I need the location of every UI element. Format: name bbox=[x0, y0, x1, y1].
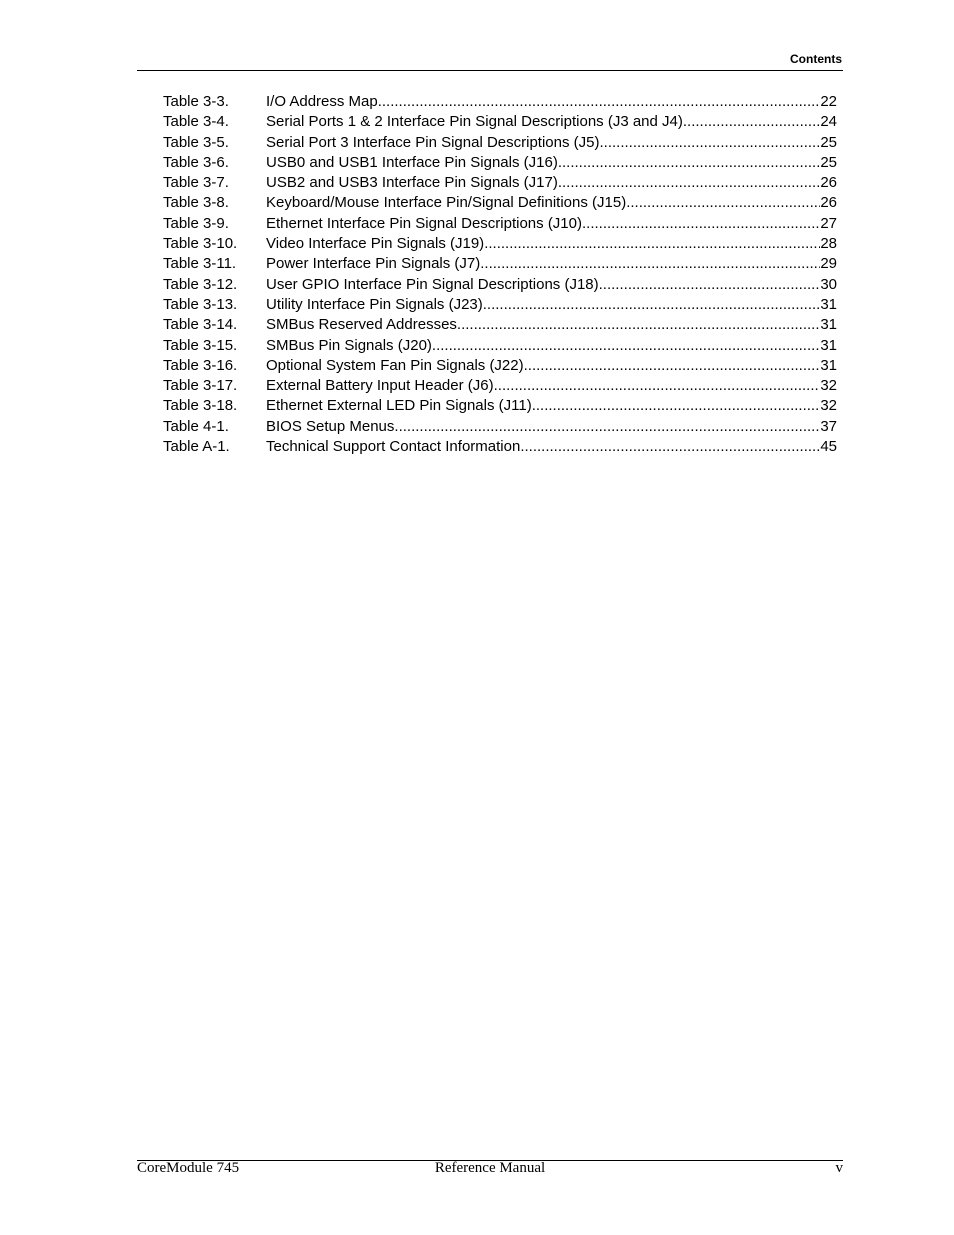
toc-table-title: Optional System Fan Pin Signals (J22) bbox=[266, 356, 524, 374]
toc-entry[interactable] bbox=[163, 336, 837, 356]
page-footer bbox=[137, 1160, 843, 1180]
toc-entry[interactable] bbox=[163, 376, 837, 396]
toc-table-title: I/O Address Map bbox=[266, 93, 378, 110]
toc-table-number: Table 3-3. bbox=[163, 93, 229, 110]
toc-table-number: Table 3-13. bbox=[163, 295, 238, 313]
toc-entry[interactable] bbox=[163, 295, 837, 315]
toc-table-title: USB2 and USB3 Interface Pin Signals (J17) bbox=[266, 174, 558, 192]
toc-table-number: Table 3-15. bbox=[163, 336, 238, 354]
toc-dot-leader bbox=[394, 417, 820, 437]
toc-dot-leader bbox=[582, 214, 820, 234]
toc-table-title: USB0 and USB1 Interface Pin Signals (J16) bbox=[266, 153, 558, 171]
page-header-title: Contents bbox=[790, 52, 842, 66]
toc-table-title: SMBus Reserved Addresses bbox=[266, 316, 457, 334]
toc-dot-leader bbox=[532, 396, 821, 416]
toc-table-number: Table 3-10. bbox=[163, 235, 238, 253]
footer-product-name: CoreModule 745 bbox=[137, 1160, 240, 1176]
toc-entry[interactable] bbox=[163, 417, 837, 437]
toc-entry[interactable] bbox=[163, 193, 837, 213]
list-of-tables bbox=[163, 92, 837, 457]
toc-dot-leader bbox=[432, 336, 820, 356]
toc-page-number: 26 bbox=[820, 174, 837, 192]
toc-table-title: BIOS Setup Menus bbox=[266, 417, 395, 435]
toc-page-number: 31 bbox=[820, 356, 837, 374]
toc-table-title: Ethernet Interface Pin Signal Descriptions (J10) bbox=[266, 214, 582, 232]
toc-table-title: Technical Support Contact Information bbox=[266, 438, 521, 456]
toc-entry[interactable] bbox=[163, 214, 837, 234]
toc-page-number: 45 bbox=[820, 438, 837, 456]
toc-table-title: External Battery Input Header (J6) bbox=[266, 377, 494, 395]
toc-dot-leader bbox=[626, 193, 820, 213]
toc-page-number: 31 bbox=[820, 295, 837, 313]
toc-dot-leader bbox=[483, 295, 821, 315]
toc-entry[interactable] bbox=[163, 356, 837, 376]
toc-table-number: Table 3-5. bbox=[163, 133, 229, 151]
toc-dot-leader bbox=[480, 254, 820, 274]
toc-entry[interactable] bbox=[163, 153, 837, 173]
toc-page-number: 22 bbox=[820, 93, 837, 110]
toc-page-number: 27 bbox=[820, 214, 837, 232]
footer-document-title: Reference Manual bbox=[434, 1160, 546, 1176]
toc-page-number: 29 bbox=[820, 255, 837, 273]
toc-table-title: Serial Port 3 Interface Pin Signal Descriptions (J5) bbox=[266, 133, 600, 151]
toc-table-number: Table A-1. bbox=[163, 438, 230, 456]
toc-table-number: Table 3-9. bbox=[163, 214, 229, 232]
toc-page-number: 31 bbox=[820, 336, 837, 354]
toc-dot-leader bbox=[457, 315, 820, 335]
header-divider bbox=[137, 70, 843, 71]
toc-table-number: Table 3-18. bbox=[163, 397, 238, 415]
toc-dot-leader bbox=[683, 112, 820, 132]
toc-page-number: 31 bbox=[820, 316, 837, 334]
toc-page-number: 37 bbox=[820, 417, 837, 435]
toc-table-title: Keyboard/Mouse Interface Pin/Signal Definitions (J15) bbox=[266, 194, 627, 212]
toc-table-title: Video Interface Pin Signals (J19) bbox=[266, 235, 485, 253]
toc-table-number: Table 4-1. bbox=[163, 417, 229, 435]
toc-table-number: Table 3-8. bbox=[163, 194, 229, 212]
toc-entry[interactable] bbox=[163, 396, 837, 416]
footer-page-number: v bbox=[835, 1160, 843, 1176]
toc-entry[interactable] bbox=[163, 112, 837, 132]
toc-table-number: Table 3-4. bbox=[163, 113, 229, 131]
toc-table-title: User GPIO Interface Pin Signal Descriptions (J18) bbox=[266, 275, 599, 293]
toc-entry[interactable] bbox=[163, 315, 837, 335]
toc-table-number: Table 3-7. bbox=[163, 174, 229, 192]
toc-page-number: 24 bbox=[820, 113, 837, 131]
toc-table-number: Table 3-14. bbox=[163, 316, 238, 334]
toc-entry[interactable] bbox=[163, 275, 837, 295]
toc-table-number: Table 3-12. bbox=[163, 275, 238, 293]
toc-page-number: 32 bbox=[820, 397, 837, 415]
toc-table-number: Table 3-6. bbox=[163, 153, 229, 171]
toc-dot-leader bbox=[520, 437, 820, 457]
toc-table-title: Ethernet External LED Pin Signals (J11) bbox=[266, 397, 532, 415]
toc-table-title: Utility Interface Pin Signals (J23) bbox=[266, 295, 483, 313]
toc-page-number: 25 bbox=[820, 133, 837, 151]
toc-page-number: 28 bbox=[820, 235, 837, 253]
toc-entry[interactable] bbox=[163, 254, 837, 274]
toc-page-number: 30 bbox=[820, 275, 837, 293]
toc-entry[interactable] bbox=[163, 133, 837, 153]
toc-table-number: Table 3-11. bbox=[163, 255, 237, 273]
toc-dot-leader bbox=[558, 153, 820, 173]
toc-dot-leader bbox=[494, 376, 821, 396]
toc-table-number: Table 3-17. bbox=[163, 377, 238, 395]
toc-entry[interactable] bbox=[163, 234, 837, 254]
toc-entry[interactable] bbox=[163, 173, 837, 193]
toc-dot-leader bbox=[524, 356, 821, 376]
toc-dot-leader bbox=[599, 275, 821, 295]
toc-page-number: 26 bbox=[820, 194, 837, 212]
toc-table-title: Serial Ports 1 & 2 Interface Pin Signal Descriptions (J3 and J4) bbox=[266, 113, 683, 131]
toc-dot-leader bbox=[484, 234, 820, 254]
toc-dot-leader bbox=[599, 133, 820, 153]
toc-entry[interactable] bbox=[163, 437, 837, 457]
toc-page-number: 25 bbox=[820, 153, 837, 171]
toc-table-number: Table 3-16. bbox=[163, 356, 238, 374]
toc-entry[interactable] bbox=[163, 92, 837, 112]
toc-dot-leader bbox=[378, 92, 821, 112]
toc-table-title: SMBus Pin Signals (J20) bbox=[266, 336, 432, 354]
toc-table-title: Power Interface Pin Signals (J7) bbox=[266, 255, 481, 273]
toc-page-number: 32 bbox=[820, 377, 837, 395]
toc-dot-leader bbox=[558, 173, 820, 193]
